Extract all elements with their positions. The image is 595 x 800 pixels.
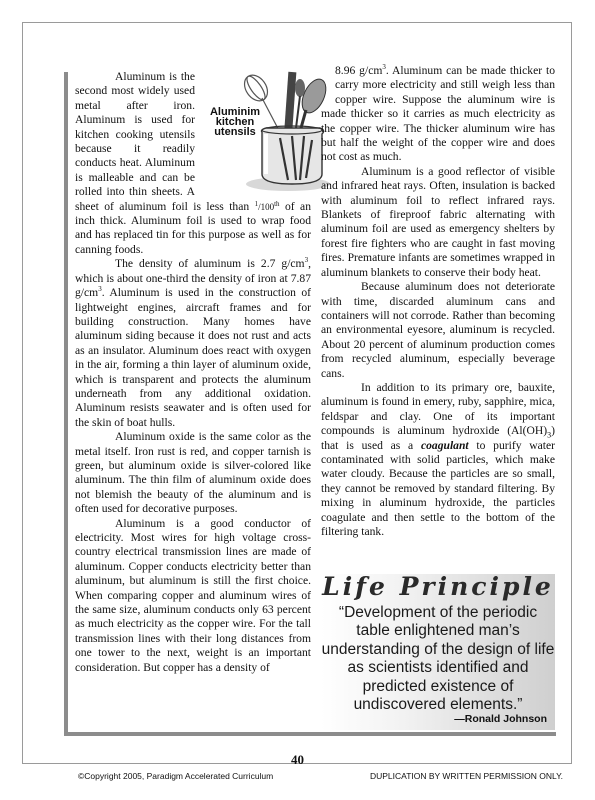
paragraph: Aluminum is the second most widely used metal after iron. Aluminum is used for kitchen cooking utensils because it readily conducts heat. Aluminum is malleable and can be rolled into thin sheets. A sheet of aluminum foil is less than $^1$/100th of an inch thick. Aluminum foil is used to wrap food and has replaced tin for this purpose as well as for canning foods. [75,70,311,257]
page-number: 40 [291,752,304,767]
duplication-notice: DUPLICATION BY WRITTEN PERMISSION ONLY. [369,771,563,781]
quote-author: —Ronald Johnson [454,713,547,725]
bottom-rule [64,732,556,736]
paragraph: In addition to its primary ore, bauxite, aluminum is found in emery, ruby, sapphire, mica, feldspar and clay. One of its important compounds is aluminum hydroxide $(Al(OH)_3)$ that is used as a coagulant to purify water contaminated with solid particles, which make water cloudy. Because the particles are so small, they cannot be removed by standard filtering. By mixing in aluminum hydroxide, the particles coagulate and then settle to the bottom of the filtering tank. [321,380,555,538]
key-term: coagulant [420,438,469,452]
paragraph: Aluminum is a good reflector of visible and infrared heat rays. Often, insulation is backed with aluminum foil to reflect infrared rays. Blankets of fireproof fabric alternating with aluminum foil are used as emergency shelters by forest fire fighters who are caught in fast moving fires. Premature infants are sometimes wrapped in aluminum blankets to conserve their body heat. [321,164,555,279]
right-text-column [321,64,555,539]
copyright-notice: ©Copyright 2005, Paradigm Accelerated Curriculum [78,771,274,781]
paragraph: Because aluminum does not deteriorate with time, discarded aluminum cans and containers will not corrode. Rather than becoming an environmental eyesore, aluminum is recycled. About 20 percent of aluminum production comes from recycled aluminum, especially beverage cans. [321,280,555,380]
life-principle-quote: “Development of the periodic table enlightened man’s understanding of the design of life as scientists identified and predicted existence of undiscovered elements.” [321,604,555,714]
paragraph: Aluminum is a good conductor of electricity. Most wires for high voltage cross-country electrical transmission lines are made of aluminum. Copper conducts electricity better than aluminum, but aluminum is still the first choice. When comparing copper and aluminum wires of the same size, aluminum conducts only 63 percent as much electricity as the copper wire. For the tall transmission lines with their long distances from one tower to the next, weight is an important consideration. But copper has a density of [75,516,311,674]
paragraph: Aluminum oxide is the same color as the metal itself. Iron rust is red, and copper tarnish is green, but aluminum oxide is silver-colored like aluminum. The thin film of aluminum oxide does not blemish the beauty of the aluminum and is often used for decorative purposes. [75,430,311,516]
figure-wrap-space [199,70,317,188]
life-principle-title: Life Principle [322,572,554,601]
paragraph: 8.96 $g/cm^3$. Aluminum can be made thicker to carry more electricity and still weigh less than copper wire. Suppose the aluminum wire is made thicker so it carries as much electricity as the copper wire. The thicker aluminum wire has but half the weight of the copper wire and does not cost as much. [321,63,555,164]
left-text-column [75,70,311,675]
paragraph: The density of aluminum is 2.7 $g/cm^3$, which is about one-third the density of iron at 7.87 $g/cm^3$. Aluminum is used in the construction of lightweight engines, aircraft frames and for building construction. Many homes have aluminum siding because it does not rust and acts as an insulator. Aluminum does react with oxygen in the air, forming a thin layer of aluminum oxide, which is transparent and protects the aluminum underneath from any additional oxidation. Aluminum resists seawater and is often used for the skin of boat hulls. [75,256,311,429]
left-rule [64,72,68,736]
figure-caption: Aluminim kitchen utensils [209,106,261,138]
figure-wrap-space [321,64,335,106]
